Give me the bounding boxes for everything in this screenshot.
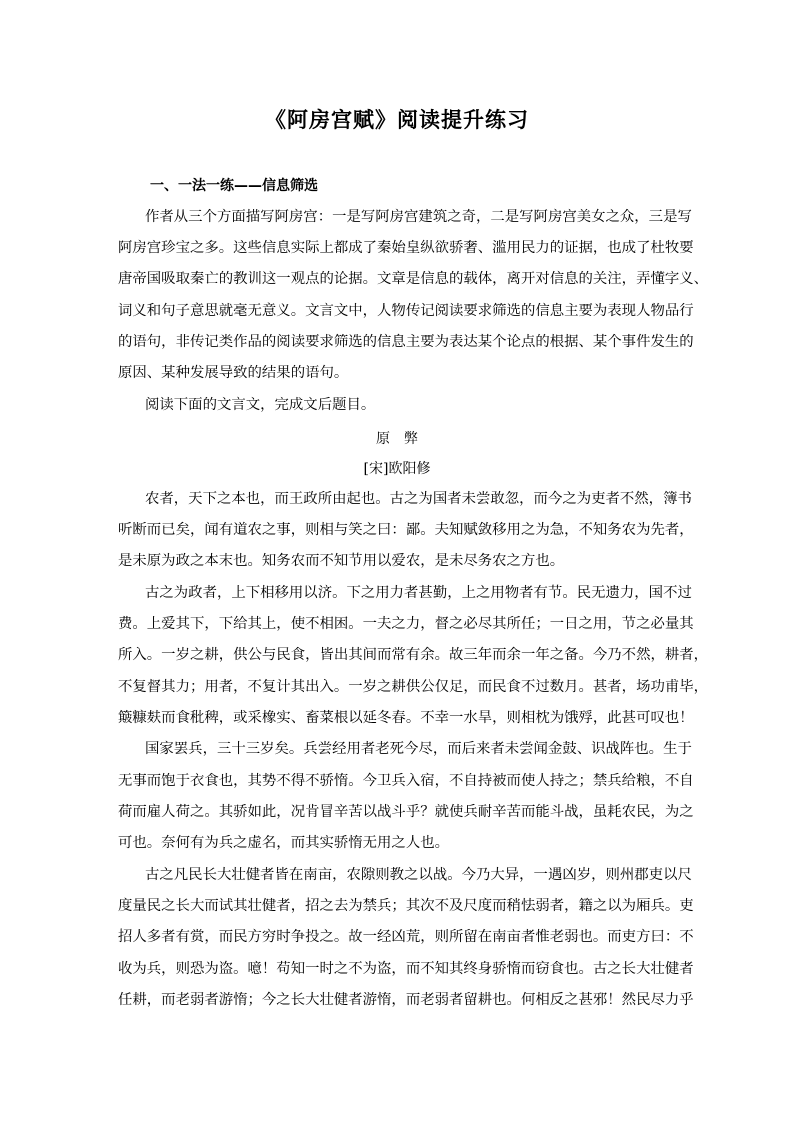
instruction-text: 阅读下面的文言文，完成文后题目。 [145,397,376,413]
paragraph-line: 任耕，而老弱者游惰；今之长大壮健者游惰，而老弱者留耕也。何相反之甚邪！然民尽力乎 [118,992,694,1008]
paragraph-line: 古之为政者，上下相移用以济。下之用力者甚勤，上之用物者有节。民无遗力，国不过 [145,585,692,601]
paragraph-line: 荷而雇人荷之。其骄如此，况肯冒辛苦以战斗乎？就使兵耐辛苦而能斗战，虽耗农民，为之 [118,804,694,820]
intro-line: 作者从三个方面描写阿房宫：一是写阿房宫建筑之奇，二是写阿房宫美女之众，三是写 [145,209,692,225]
essay-title: 原 弊 [376,431,418,447]
intro-line: 唐帝国吸取秦亡的教训这一观点的论据。文章是信息的载体，离开对信息的关注，弄懂字义、 [118,271,709,287]
paragraph-line: 收为兵，则恐为盗。噫！苟知一时之不为盗，而不知其终身骄惰而窃食也。古之长大壮健者 [118,961,694,977]
intro-line: 词义和句子意思就毫无意义。文言文中，人物传记阅读要求筛选的信息主要为表现人物品行 [118,303,694,319]
paragraph-line: 无事而饱于衣食也，其势不得不骄惰。今卫兵入宿，不自持被而使人持之；禁兵给粮，不自 [118,773,694,789]
section-heading: 一、一法一练——信息筛选 [150,178,318,194]
paragraph-line: 费。上爱其下，下给其上，使不相困。一夫之力，督之必尽其所任；一日之用，节之必量其 [118,616,694,632]
essay-author: [宋]欧阳修 [363,461,431,477]
paragraph-line: 古之凡民长大壮健者皆在南亩，农隙则教之以战。今乃大异，一遇凶岁，则州郡吏以尺 [145,867,692,883]
paragraph-line: 是未原为政之本末也。知务农而不知节用以爱农，是未尽务农之方也。 [118,553,565,569]
paragraph-line: 度量民之长大而试其壮健者，招之去为禁兵；其次不及尺度而稍怯弱者，籍之以为厢兵。吏 [118,898,694,914]
paragraph-line: 不复督其力；用者，不复计其出入。一岁之耕供公仅足，而民食不过数月。甚者，场功甫毕， [118,679,709,695]
intro-line: 的语句，非传记类作品的阅读要求筛选的信息主要为表达某个论点的根据、某个事件发生的 [118,334,694,350]
paragraph-line: 招人多者有赏，而民方穷时争投之。故一经凶荒，则所留在南亩者惟老弱也。而吏方曰：不 [118,929,694,945]
page-title: 《阿房宫赋》阅读提升练习 [265,108,529,132]
paragraph-line: 听断而已矣，闻有道农之事，则相与笑之曰：鄙。夫知赋敛移用之为急，不知务农为先者， [118,522,694,538]
paragraph-line: 农者，天下之本也，而王政所由起也。古之为国者未尝敢忽，而今之为吏者不然，簿书 [145,491,692,507]
paragraph-line: 国家罢兵，三十三岁矣。兵尝经用者老死今尽，而后来者未尝闻金鼓、识战阵也。生于 [145,741,692,757]
paragraph-line: 所入。一岁之耕，供公与民食，皆出其间而常有余。故三年而余一年之备。今乃不然，耕者， [118,647,709,663]
intro-line: 原因、某种发展导致的结果的语句。 [118,365,349,381]
paragraph-line: 可也。奈何有为兵之虚名，而其实骄惰无用之人也。 [118,835,449,851]
intro-line: 阿房宫珍宝之多。这些信息实际上都成了秦始皇纵欲骄奢、滥用民力的证据，也成了杜牧要 [118,240,694,256]
paragraph-line: 簸糠麸而食秕稗，或采橡实、畜菜根以延冬春。不幸一水旱，则相枕为饿殍，此甚可叹也！ [118,710,694,726]
